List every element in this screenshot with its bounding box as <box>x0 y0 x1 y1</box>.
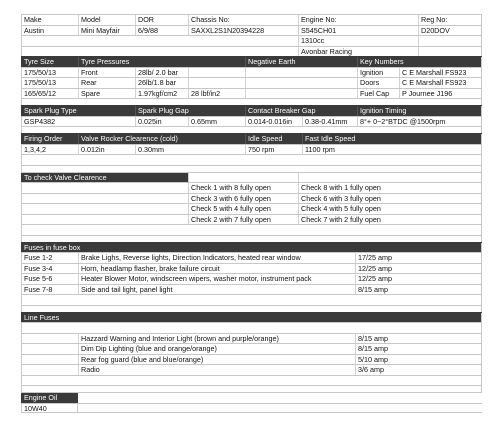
fuses-header: Fuses in fuse box <box>21 243 482 253</box>
line-fuse-row <box>21 364 482 375</box>
line-fuses-header-row <box>21 312 482 323</box>
tyre-pressure-2: 28 lbf/in2 <box>188 89 245 99</box>
spark-gap-mm: 0.65mm <box>188 117 245 127</box>
fuses-header-row <box>21 242 482 253</box>
cb-gap-in: 0.014-0.016in <box>245 117 302 127</box>
ignition-timing-header: Ignition Timing <box>357 106 482 116</box>
reg-value: D20DOV <box>418 26 482 36</box>
engine-value-2: 1310cc <box>298 36 418 46</box>
line-fuse-amp: 5/10 amp <box>355 355 482 365</box>
tyre-size-header: Tyre Size <box>21 57 78 67</box>
engine-header: Engine No: <box>298 15 418 25</box>
tyre-size: 165/65/12 <box>21 89 78 99</box>
key-value: C E Marshall FS923 <box>399 78 482 88</box>
line-fuse-desc: Dim Dip Lighting (blue and orange/orange) <box>78 344 355 354</box>
tyre-row-spare <box>21 88 482 99</box>
tyre-pressure-1: 26lb/1.8 bar <box>135 78 188 88</box>
line-fuses-header: Line Fuses <box>21 313 482 323</box>
valve-check-a: Check 3 with 6 fully open <box>188 194 298 204</box>
vehicle-row-2 <box>21 35 482 46</box>
key-value: C E Marshall FS923 <box>399 68 482 78</box>
line-fuse-amp: 3/6 amp <box>355 365 482 375</box>
key-numbers-header: Key Numbers <box>357 57 482 67</box>
fuse-amp: 12/25 amp <box>355 264 482 274</box>
tyre-pressure-1: 1.97kgf/cm2 <box>135 89 188 99</box>
fuse-amp: 12/25 amp <box>355 274 482 284</box>
make-header: Make <box>21 15 78 25</box>
fuse-desc: Side and tail light, panel light <box>78 285 355 295</box>
key-value: P Journee J196 <box>399 89 482 99</box>
tyre-position: Rear <box>78 78 135 88</box>
spark-gap-in: 0.025in <box>135 117 188 127</box>
spark-row <box>21 116 482 127</box>
tyre-row-front <box>21 67 482 78</box>
engine-value-3: Avonbar Racing <box>298 47 418 57</box>
tyre-position: Front <box>78 68 135 78</box>
tyre-pressures-header: Tyre Pressures <box>78 57 245 67</box>
valve-clearance-in: 0.012in <box>78 145 135 155</box>
fuse-desc: Horn, headlamp flasher, brake failure circuit <box>78 264 355 274</box>
spec-sheet <box>21 14 482 413</box>
tyre-size: 175/50/13 <box>21 68 78 78</box>
firing-row <box>21 144 482 155</box>
key-name: Doors <box>357 78 399 88</box>
fuse-desc: Heater Blower Motor, windscreen wipers, washer motor, instrument pack <box>78 274 355 284</box>
line-fuse-row <box>21 333 482 344</box>
tyre-pressure-2 <box>188 68 245 78</box>
engine-oil-header: Engine Oil <box>21 393 78 403</box>
idle-speed: 750 rpm <box>245 145 302 155</box>
valve-header-row <box>21 172 482 183</box>
fast-idle-header: Fast Idle Speed <box>302 134 482 144</box>
firing-header-row <box>21 133 482 144</box>
tyre-size: 175/50/13 <box>21 78 78 88</box>
vehicle-row-3 <box>21 46 482 57</box>
key-name: Ignition <box>357 68 399 78</box>
valve-check-b: Check 4 with 5 fully open <box>298 204 482 214</box>
model-value: Mini Mayfair <box>78 26 135 36</box>
valve-check-b: Check 6 with 3 fully open <box>298 194 482 204</box>
line-fuse-row <box>21 354 482 365</box>
line-fuse-amp: 8/15 amp <box>355 344 482 354</box>
valve-rocker-header: Valve Rocker Clearence (cold) <box>78 134 245 144</box>
line-fuse-desc: Rear fog guard (blue and blue/orange) <box>78 355 355 365</box>
chassis-value: SAXXL2S1N20394228 <box>188 26 298 36</box>
fuse-name: Fuse 7-8 <box>21 285 78 295</box>
contact-breaker-header: Contact Breaker Gap <box>245 106 357 116</box>
fuse-row <box>21 263 482 274</box>
valve-check-b: Check 7 with 2 fully open <box>298 215 482 225</box>
oil-row <box>21 403 482 414</box>
ignition-timing: 8°+ 0~2°BTDC @1500rpm <box>357 117 482 127</box>
engine-value-1: S545CH01 <box>298 26 418 36</box>
valve-row <box>21 203 482 214</box>
dor-header: DOR <box>135 15 188 25</box>
engine-oil-value: 10W40 <box>21 404 78 413</box>
fuse-amp: 17/25 amp <box>355 253 482 263</box>
tyre-pressure-1: 28lb/ 2.0 bar <box>135 68 188 78</box>
valve-check-a: Check 1 with 8 fully open <box>188 183 298 193</box>
valve-row <box>21 193 482 204</box>
key-name: Fuel Cap <box>357 89 399 99</box>
vehicle-row <box>21 25 482 36</box>
fuse-name: Fuse 3-4 <box>21 264 78 274</box>
line-fuse-amp: 8/15 amp <box>355 334 482 344</box>
idle-speed-header: Idle Speed <box>245 134 302 144</box>
valve-row <box>21 214 482 225</box>
negative-earth-header: Negative Earth <box>245 57 357 67</box>
cb-gap-mm: 0.38-0.41mm <box>302 117 357 127</box>
fuse-row <box>21 273 482 284</box>
spark-plug-type: GSP4382 <box>21 117 135 127</box>
tyre-position: Spare <box>78 89 135 99</box>
fuse-name: Fuse 1-2 <box>21 253 78 263</box>
fuse-amp: 8/15 amp <box>355 285 482 295</box>
firing-order: 1,3,4,2 <box>21 145 78 155</box>
tyre-row-rear <box>21 77 482 88</box>
line-fuse-desc: Radio <box>78 365 355 375</box>
spark-plug-type-header: Spark Plug Type <box>21 106 135 116</box>
tyre-pressure-2 <box>188 78 245 88</box>
fast-idle-speed: 1100 rpm <box>302 145 482 155</box>
fuse-desc: Brake Lighs, Reverse lights, Direction Indicators, heated rear window <box>78 253 355 263</box>
valve-check-a: Check 2 with 7 fully open <box>188 215 298 225</box>
fuse-row <box>21 252 482 263</box>
firing-order-header: Firing Order <box>21 134 78 144</box>
line-fuse-desc: Hazzard Warning and Interior Light (brown and purple/orange) <box>78 334 355 344</box>
dor-value: 6/9/88 <box>135 26 188 36</box>
valve-clearance-mm: 0.30mm <box>135 145 245 155</box>
valve-check-b: Check 8 with 1 fully open <box>298 183 482 193</box>
vehicle-header-row <box>21 14 482 25</box>
spark-plug-gap-header: Spark Plug Gap <box>135 106 245 116</box>
line-fuse-row <box>21 343 482 354</box>
make-value: Austin <box>21 26 78 36</box>
fuse-row <box>21 284 482 295</box>
valve-check-header: To check Valve Clearence <box>21 173 188 183</box>
valve-check-a: Check 5 with 4 fully open <box>188 204 298 214</box>
fuse-name: Fuse 5-6 <box>21 274 78 284</box>
reg-header: Reg No: <box>418 15 482 25</box>
oil-header-row <box>21 392 482 403</box>
tyres-header-row <box>21 56 482 67</box>
valve-row <box>21 182 482 193</box>
model-header: Model <box>78 15 135 25</box>
chassis-header: Chassis No: <box>188 15 298 25</box>
spark-header-row <box>21 105 482 116</box>
